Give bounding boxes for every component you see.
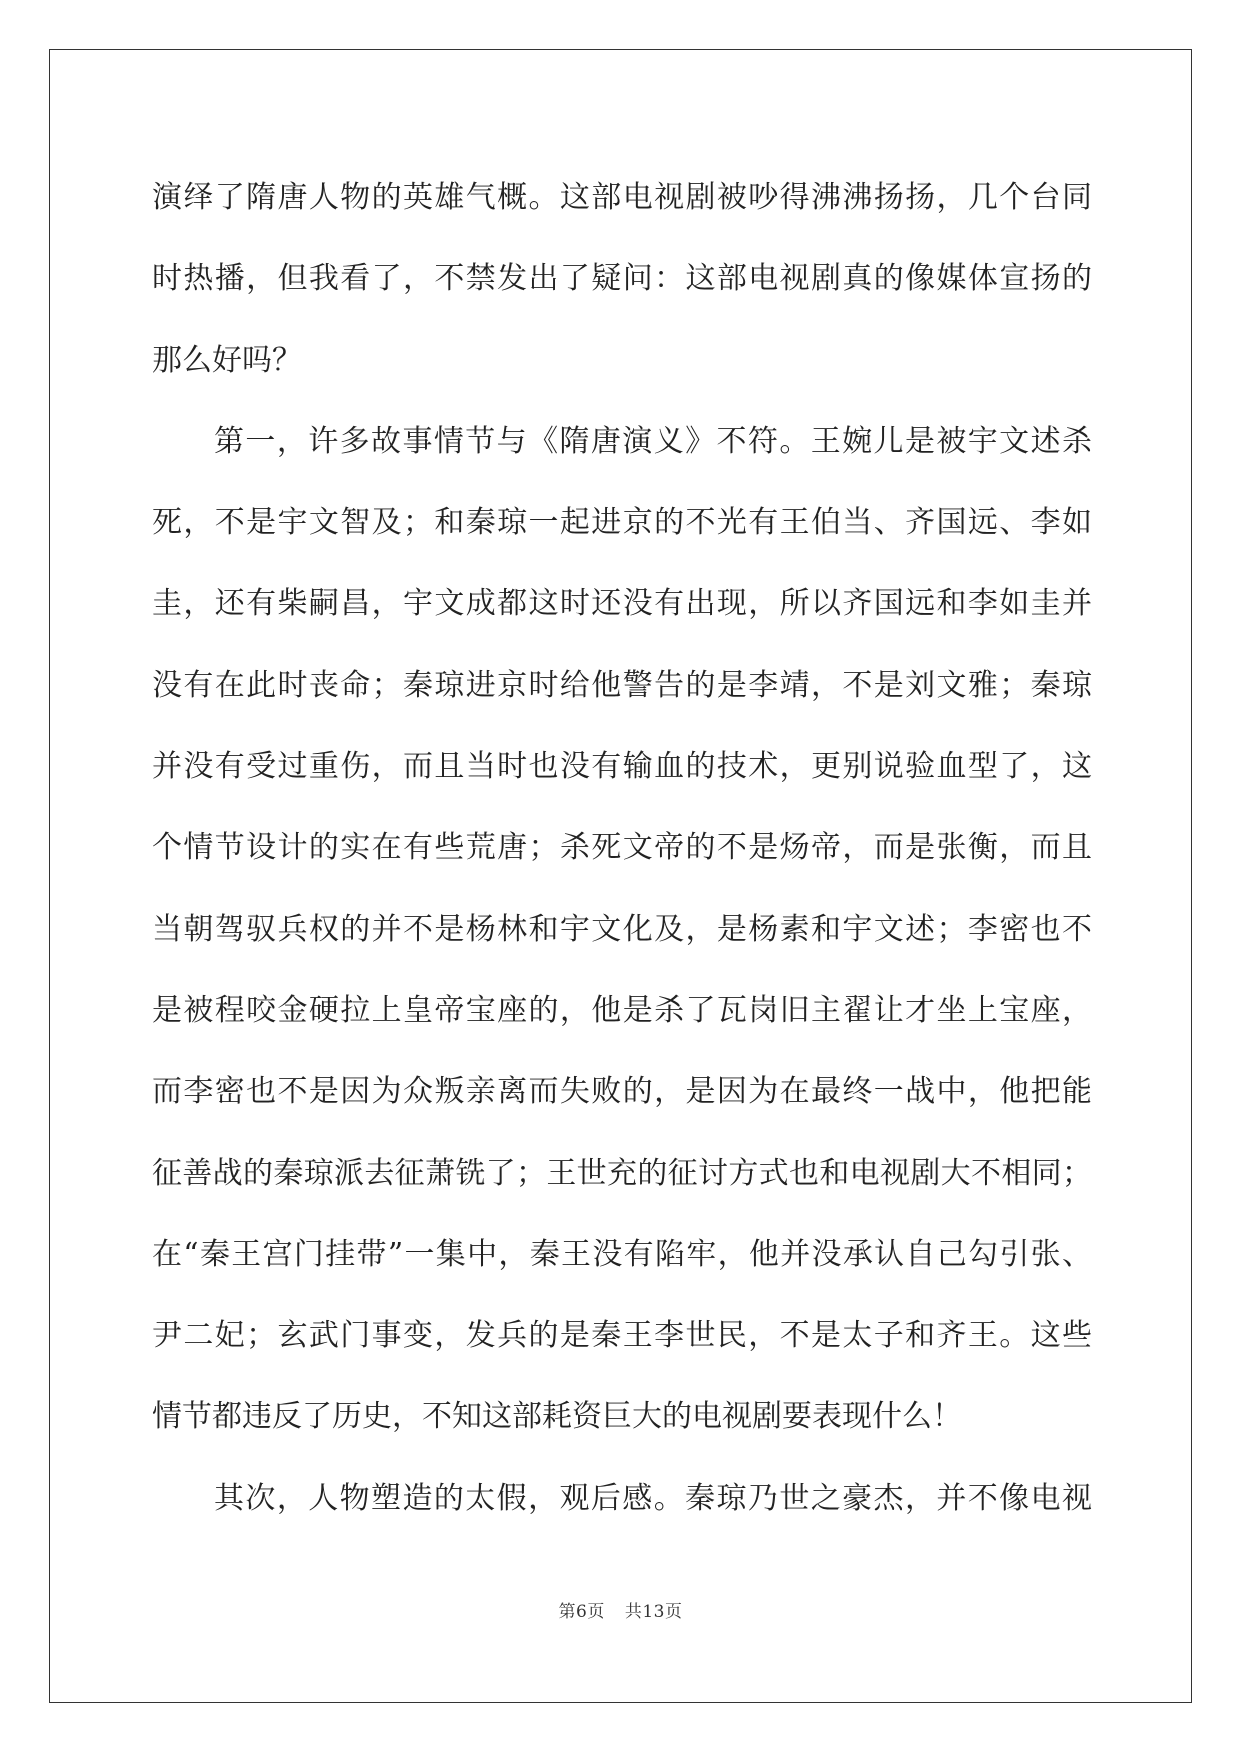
text-line: 时热播，但我看了，不禁发出了疑问：这部电视剧真的像媒体宣扬的	[152, 261, 1092, 297]
text-line: 当朝驾驭兵权的并不是杨林和宇文化及，是杨素和宇文述；李密也不	[152, 911, 1092, 947]
document-body	[152, 157, 1092, 1539]
text-line: 个情节设计的实在有些荒唐；杀死文帝的不是炀帝，而是张衡，而且	[152, 830, 1092, 866]
text-line: 圭，还有柴嗣昌，宇文成都这时还没有出现，所以齐国远和李如圭并	[152, 586, 1092, 622]
text-line: 尹二妃；玄武门事变，发兵的是秦王李世民，不是太子和齐王。这些	[152, 1318, 1092, 1354]
text-line: 那么好吗？	[152, 342, 302, 378]
text-line: 没有在此时丧命；秦琼进京时给他警告的是李靖，不是刘文雅；秦琼	[152, 667, 1092, 703]
text-line: 并没有受过重伤，而且当时也没有输血的技术，更别说验血型了，这	[152, 749, 1092, 785]
text-line: 死，不是宇文智及；和秦琼一起进京的不光有王伯当、齐国远、李如	[152, 505, 1092, 541]
text-line: 在“秦王宫门挂带”一集中，秦王没有陷牢，他并没承认自己勾引张、	[152, 1236, 1092, 1272]
text-line: 征善战的秦琼派去征萧铣了；王世充的征讨方式也和电视剧大不相同；	[152, 1155, 1092, 1191]
text-line: 是被程咬金硬拉上皇帝宝座的，他是杀了瓦岗旧主翟让才坐上宝座，	[152, 992, 1092, 1028]
text-line: 而李密也不是因为众叛亲离而失败的，是因为在最终一战中，他把能	[152, 1074, 1092, 1110]
text-line: 第一，许多故事情节与《隋唐演义》不符。王婉儿是被宇文述杀	[214, 423, 1092, 459]
text-line: 情节都违反了历史，不知这部耗资巨大的电视剧要表现什么！	[152, 1399, 962, 1435]
text-line: 其次，人物塑造的太假，观后感。秦琼乃世之豪杰，并不像电视	[214, 1480, 1092, 1516]
page-number: 第6页	[558, 1602, 605, 1622]
page-total: 共13页	[624, 1602, 683, 1622]
text-line: 演绎了隋唐人物的英雄气概。这部电视剧被吵得沸沸扬扬，几个台同	[152, 180, 1092, 215]
page-footer	[0, 1597, 1241, 1622]
